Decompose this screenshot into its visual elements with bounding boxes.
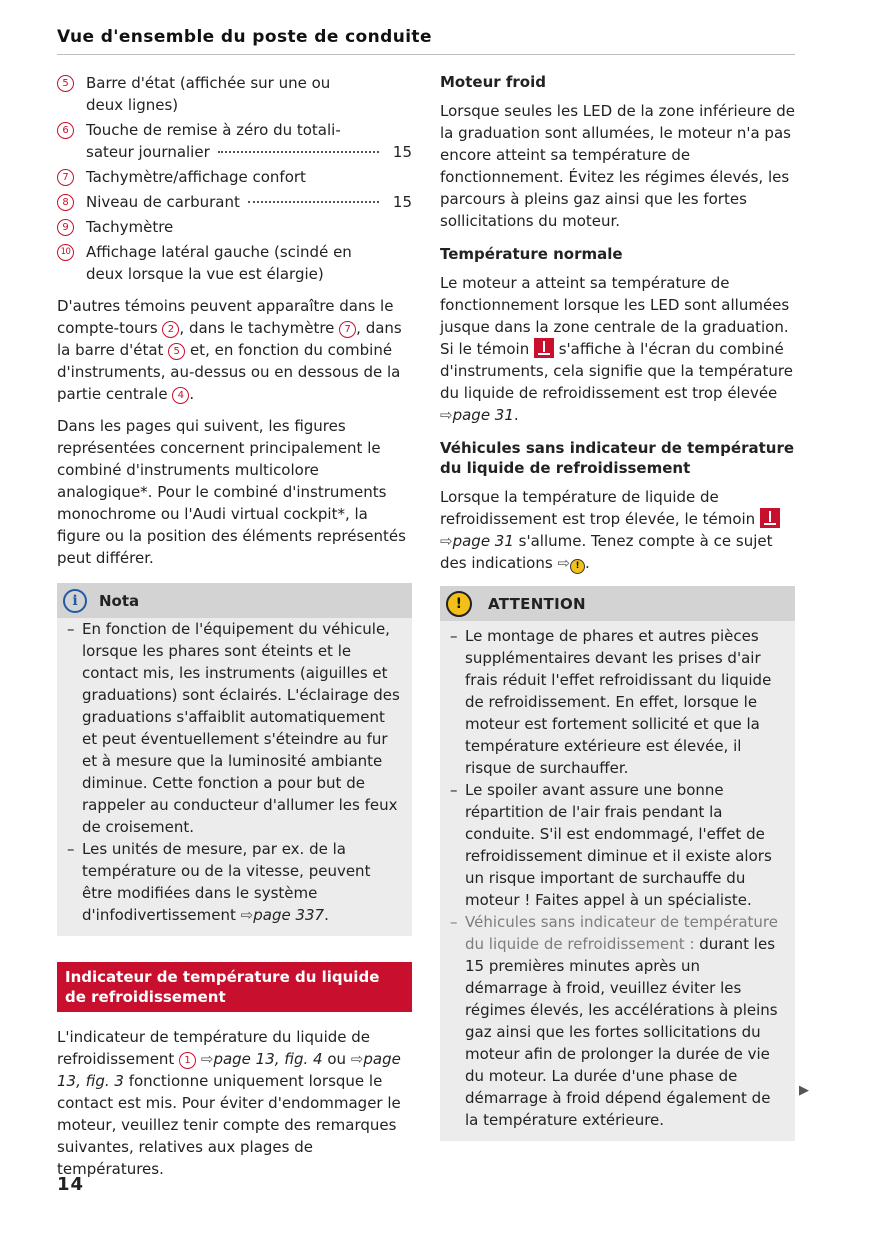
paragraph-moteur-froid: Lorsque seules les LED de la zone inférieure de la graduation sont allumées, le moteur n'a pas encore atteint sa température de fonctionnement. Évitez les régimes élevés, les parcours à pleins gaz ainsi que les fortes sollicitations du moteur. <box>440 102 795 230</box>
arrow-icon: ⇨ <box>557 554 571 572</box>
attention-bullet: – Le montage de phares et autres pièces supplémentaires devant les prises d'air frais réduit l'effet refroidissant du liquide de refroidissement. En effet, lorsque le moteur est fortement sollicité et que la température extérieure est élevée, il risque de surchauffer. <box>450 627 772 777</box>
callout-number: 5 <box>57 75 74 92</box>
list-item <box>57 166 412 188</box>
list-item <box>57 241 412 285</box>
page-reference[interactable]: 15 <box>392 143 412 161</box>
list-item <box>57 216 412 238</box>
paragraph-sans-indicateur: Lorsque la température de liquide de refroidissement est trop élevée, le témoin ⇨page 31 s'allume. Tenez compte à ce sujet des indications ⇨ ! . <box>440 486 795 574</box>
nota-title: Nota <box>99 591 140 610</box>
page-link[interactable]: page 31 <box>452 532 514 550</box>
callout-number: 5 <box>168 343 185 360</box>
list-item-text: Barre d'état (affichée sur une ou <box>86 74 331 92</box>
leader-dots <box>248 201 379 203</box>
page-link[interactable]: page 31 <box>452 406 514 424</box>
right-column <box>440 72 795 1141</box>
leader-line <box>86 141 412 163</box>
page-number: 14 <box>57 1174 85 1195</box>
callout-number: 10 <box>57 244 74 261</box>
callout-number: 7 <box>57 169 74 186</box>
callout-number: 8 <box>57 194 74 211</box>
arrow-icon: ⇨ <box>350 1050 364 1068</box>
nota-header <box>57 583 412 618</box>
arrow-icon: ⇨ <box>200 1050 214 1068</box>
attention-header <box>440 586 795 621</box>
list-item-text: Tachymètre <box>86 218 174 236</box>
attention-bullet: – Le spoiler avant assure une bonne répartition de l'air frais pendant la conduite. S'il est endommagé, l'effet de refroidissement diminue et il existe alors un risque important de surchauffe du moteur ! Faites appel à un spécialiste. <box>450 781 772 909</box>
page-link[interactable]: page 13, fig. 4 <box>213 1050 323 1068</box>
page-header: Vue d'ensemble du poste de conduite <box>57 26 795 55</box>
list-item <box>57 191 412 213</box>
left-column <box>57 72 412 1190</box>
list-item <box>57 72 412 116</box>
info-icon: i <box>63 589 87 613</box>
heading-sans-indicateur: Véhicules sans indicateur de température du liquide de refroidissement <box>440 439 795 477</box>
callout-number: 7 <box>339 321 356 338</box>
leader-dots <box>218 151 379 153</box>
callout-number: 9 <box>57 219 74 236</box>
nota-bullet: – Les unités de mesure, par ex. de la température ou de la vitesse, peuvent être modifiées dans le système d'infodivertissement ⇨page 337. <box>67 840 371 924</box>
list-item-text: Affichage latéral gauche (scindé en <box>86 243 352 261</box>
paragraph-temperature-normale: Le moteur a atteint sa température de fonctionnement lorsque les LED sont allumées jusque dans la zone centrale de la graduation. Si le témoin s'affiche à l'écran du combiné d'instruments, cela signifie que la température du liquide de refroidissement est trop élevée ⇨page 31. <box>440 274 793 424</box>
arrow-icon: ⇨ <box>240 906 254 924</box>
nota-box <box>57 583 412 936</box>
heading-temperature-normale: Température normale <box>440 245 623 263</box>
page-link[interactable]: page 13, fig. 3 <box>57 1050 401 1090</box>
section-heading: Indicateur de température du liquide de refroidissement <box>57 962 412 1012</box>
paragraph-temoins: D'autres témoins peuvent apparaître dans le compte-tours 2 , dans le tachymètre 7 , dans la barre d'état 5 et, en fonction du combiné d'instruments, au-dessus ou en dessous de la partie centrale 4 . <box>57 297 402 403</box>
attention-box <box>440 586 795 1141</box>
nota-bullet: – En fonction de l'équipement du véhicule, lorsque les phares sont éteints et le contact mis, les instruments (aiguilles et graduations) sont éclairés. L'éclairage des graduations s'affaiblit automatiquement et peut éventuellement s'éteindre au fur et à mesure que la luminosité ambiante diminue. Cette fonction a pour but de rappeler au conducteur d'allumer les feux de croisement. <box>67 620 400 836</box>
page-reference[interactable]: 15 <box>392 193 412 211</box>
warning-icon: ! <box>446 591 472 617</box>
arrow-icon: ⇨ <box>440 532 453 550</box>
leader-line <box>86 191 412 213</box>
page-link[interactable]: page 337 <box>253 906 325 924</box>
warning-icon[interactable]: ! <box>570 559 585 574</box>
callout-number: 4 <box>172 387 189 404</box>
list-item-text: deux lorsque la vue est élargie) <box>86 265 324 283</box>
list-item-text: Touche de remise à zéro du totali- <box>86 121 341 139</box>
list-item-text: Tachymètre/affichage confort <box>86 168 306 186</box>
continue-arrow-icon: ▶ <box>799 1083 809 1098</box>
arrow-icon: ⇨ <box>440 406 453 424</box>
list-item-text: deux lignes) <box>86 96 179 114</box>
attention-title: ATTENTION <box>488 594 586 613</box>
callout-number: 2 <box>162 321 179 338</box>
list-item <box>57 119 412 163</box>
paragraph-figures: Dans les pages qui suivent, les figures représentées concernent principalement le combiné d'instruments multicolore analogique*. Pour le combiné d'instruments monochrome ou l'Audi virtual cockpit*, la figure ou la position des éléments représentés peut différer. <box>57 417 406 567</box>
coolant-temperature-icon <box>534 338 554 358</box>
callout-number: 6 <box>57 122 74 139</box>
heading-moteur-froid: Moteur froid <box>440 73 546 91</box>
attention-bullet: – Véhicules sans indicateur de température du liquide de refroidissement : durant les 15 premières minutes après un démarrage à froid, veuillez éviter les régimes élevés, les accélérations à pleins gaz ainsi que les fortes sollicitations du moteur afin de prolonger la durée de vie du moteur. La durée d'une phase de démarrage à froid dépend également de la température extérieure. <box>450 913 778 1129</box>
list-item-text: sateur journalier <box>86 143 210 161</box>
coolant-temperature-icon <box>760 508 780 528</box>
section-paragraph: L'indicateur de température du liquide de refroidissement 1 ⇨page 13, fig. 4 ou ⇨page 13, fig. 3 fonctionne uniquement lorsque le contact est mis. Pour éviter d'endommager le moteur, veuillez tenir compte des remarques suivantes, relatives aux plages de températures. <box>57 1028 401 1178</box>
callout-number: 1 <box>179 1052 196 1069</box>
list-item-text: Niveau de carburant <box>86 193 240 211</box>
